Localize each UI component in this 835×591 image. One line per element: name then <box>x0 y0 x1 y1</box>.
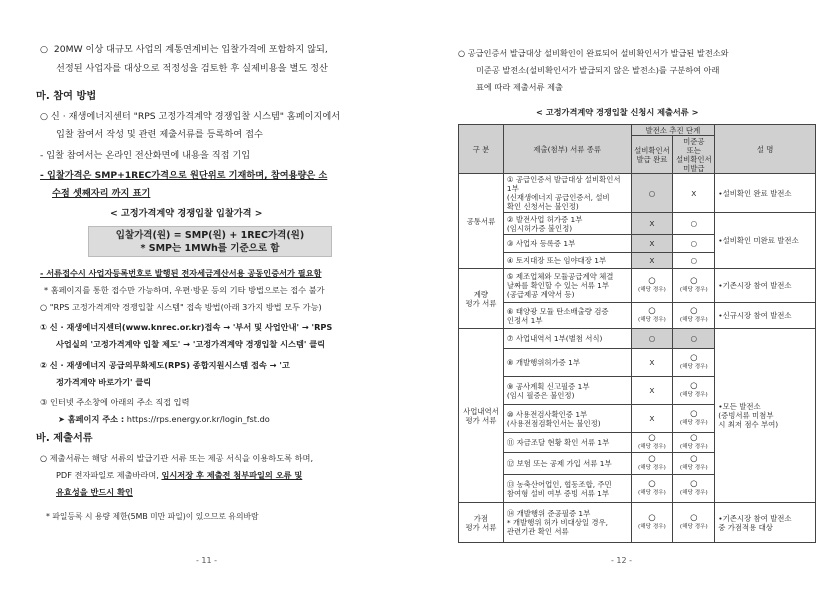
note-bonus: •기존시장 참여 발전소 중 가점적용 대상 <box>715 503 816 543</box>
documents-p1-line3: 유효성을 반드시 확인 <box>56 487 133 497</box>
table-row <box>459 303 816 329</box>
mark-1-done: ○ <box>631 174 673 213</box>
mark-2-done: X <box>631 213 673 235</box>
header-stage-not-done: 미준공 또는 설비확인서 미발급 <box>673 136 715 174</box>
formula-line-2: * SMP는 1MWh를 기준으로 함 <box>140 243 280 254</box>
section-heading-documents: 바. 제출서류 <box>36 433 93 444</box>
intro-line-1: ○ 20MW 이상 대규모 사업의 계통연계비는 입찰가격에 포함하지 않되, <box>40 44 328 55</box>
homepage-address-label: ➤ 홈페이지 주소 : <box>58 414 125 424</box>
bid-price-formula-box <box>88 226 332 257</box>
mark-9-done: X <box>631 377 673 405</box>
doc-10: ⑩ 사용전검사확인증 1부 (사용전점검확인서는 불인정) <box>503 405 631 433</box>
access-method-3: ③ 인터넷 주소창에 아래의 주소 직접 입력 <box>40 397 190 407</box>
participation-p3-line2: 수점 셋째자리 까지 표기 <box>52 188 151 199</box>
participation-p6: ○ "RPS 고정가격계약 경쟁입찰 시스템" 접속 방법(아래 3가지 방법 모두 가능) <box>40 302 322 312</box>
mark-9-not: ○ (해당 경우) <box>673 377 715 405</box>
note-incomplete: •설비확인 미완료 발전소 <box>715 213 816 269</box>
group-quantitative: 계량 평가 서류 <box>459 269 504 329</box>
mark-6-done: ○ (해당 경우) <box>631 303 673 329</box>
mark-10-not: ○ (해당 경우) <box>673 405 715 433</box>
mark-6-not: ○ (해당 경우) <box>673 303 715 329</box>
doc-14: ⑭ 개발행위 준공필증 1부 * 개발행위 허가 비대상일 경우, 관련기관 확인 서류 <box>503 503 631 543</box>
doc-4: ④ 토지대장 또는 임야대장 1부 <box>503 253 631 269</box>
mark-11-done: ○ (해당 경우) <box>631 433 673 453</box>
mark-1-not: X <box>673 174 715 213</box>
doc-5: ⑤ 제조업체와 모듈공급계약 체결 날짜를 확인할 수 있는 서류 1부 (공급제공 계약서 등) <box>503 269 631 303</box>
doc-3: ③ 사업자 등록증 1부 <box>503 235 631 253</box>
note-new-market: •신규시장 참여 발전소 <box>715 303 816 329</box>
doc-2: ② 발전사업 허가증 1부 (임시허가증 불인정) <box>503 213 631 235</box>
participation-p3-line1: - 입찰가격은 SMP+1REC가격으로 원단위로 기재하며, 참여용량은 소 <box>40 170 328 181</box>
header-stage: 발전소 추진 단계 <box>631 125 715 136</box>
submission-documents-table <box>458 124 816 543</box>
note-existing-market: •기존시장 참여 발전소 <box>715 269 816 303</box>
right-intro-line2: 미준공 발전소(설비확인서가 발급되지 않은 발전소)를 구분하여 아래 <box>476 65 720 75</box>
mark-3-done: X <box>631 235 673 253</box>
documents-p1-line2: PDF 전자파일로 제출바라며, 임시저장 후 제출전 첨부파일의 오류 및 <box>56 470 303 480</box>
note-all-plants: •모든 발전소 (증빙서류 미첨부 시 최저 점수 부여) <box>715 329 816 503</box>
mark-2-not: ○ <box>673 213 715 235</box>
mark-4-done: X <box>631 253 673 269</box>
note-complete: •설비확인 완료 발전소 <box>715 174 816 213</box>
header-stage-done: 설비확인서 발급 완료 <box>631 136 673 174</box>
access-method-2-line1: ② 신 · 재생에너지 공급의무화제도(RPS) 종합지원시스템 접속 → '고 <box>40 360 290 370</box>
doc-8: ⑧ 개발행위허가증 1부 <box>503 349 631 377</box>
group-common: 공통서류 <box>459 174 504 269</box>
homepage-url-link[interactable]: https://rps.energy.or.kr/login_fst.do <box>126 414 270 424</box>
access-method-1-line1: ① 신 · 재생에너지센터(www.knrec.or.kr)접속 → '부서 및 사업안내' → 'RPS <box>40 322 333 332</box>
doc-9: ⑨ 공사계획 신고필증 1부 (임시 필증은 불인정) <box>503 377 631 405</box>
participation-p1-line1: ○ 신 · 재생에너지센터 "RPS 고정가격계약 경쟁입찰 시스템" 홈페이지에서 <box>40 111 341 122</box>
table-row <box>459 503 816 543</box>
page-number-right: - 12 - <box>611 556 633 565</box>
participation-p4: - 서류접수시 사업자등록번호로 발행된 전자세금계산서용 공동인증서가 필요함 <box>40 268 322 278</box>
documents-p1-line1: ○ 제출서류는 해당 서류의 발급기관 서류 또는 제공 서식을 이용하도록 하며, <box>40 453 314 463</box>
doc-1: ① 공급인증서 발급대상 설비확인서 1부 (신재생에너지 공급인증서, 설비 확인 신청서는 불인정) <box>503 174 631 213</box>
intro-line-2: 선정된 사업자를 대상으로 적정성을 검토한 후 실제비용을 별도 정산 <box>56 63 328 74</box>
doc-11: ⑪ 자금조달 현황 확인 서류 1부 <box>503 433 631 453</box>
mark-10-done: X <box>631 405 673 433</box>
doc-13: ⑬ 농축산어업인, 협동조합, 주민 참여형 설비 여부 증빙 서류 1부 <box>503 475 631 503</box>
page-number-left: - 11 - <box>196 556 218 565</box>
right-intro-line3: 표에 따라 제출서류 제출 <box>476 82 563 92</box>
homepage-address <box>58 413 270 426</box>
group-business-plan: 사업내역서 평가 서류 <box>459 329 504 503</box>
mark-8-not: ○ (해당 경우) <box>673 349 715 377</box>
section-heading-participation: 마. 참여 방법 <box>36 91 97 102</box>
right-page <box>418 0 835 591</box>
mark-13-done: ○ (해당 경우) <box>631 475 673 503</box>
group-bonus: 가점 평가 서류 <box>459 503 504 543</box>
mark-4-not: ○ <box>673 253 715 269</box>
doc-7: ⑦ 사업내역서 1부(별첨 서식) <box>503 329 631 349</box>
table-caption: < 고정가격계약 경쟁입찰 신청시 제출서류 > <box>536 107 699 117</box>
table-row <box>459 269 816 303</box>
header-documents: 제출(첨부) 서류 종류 <box>503 125 631 174</box>
doc-6: ⑥ 태양광 모듈 탄소배출량 검증 인정서 1부 <box>503 303 631 329</box>
access-method-1-line2: 사업실의 '고정가격계약 입찰 제도' → '고정가격계약 경쟁입찰 시스템' 클릭 <box>56 339 326 349</box>
mark-11-not: ○ (해당 경우) <box>673 433 715 453</box>
access-method-2-line2: 정가격계약 바로가기' 클릭 <box>56 377 152 387</box>
mark-3-not: ○ <box>673 235 715 253</box>
documents-p2: * 파일등록 시 용량 제한(5MB 미만 파일)이 있으므로 유의바람 <box>46 512 259 521</box>
formula-line-1: 입찰가격(원) = SMP(원) + 1REC가격(원) <box>115 230 305 241</box>
formula-caption: < 고정가격계약 경쟁입찰 입찰가격 > <box>110 208 263 219</box>
mark-8-done: X <box>631 349 673 377</box>
mark-7-done: ○ <box>631 329 673 349</box>
table-row <box>459 174 816 213</box>
table-row <box>459 329 816 349</box>
mark-5-not: ○ (해당 경우) <box>673 269 715 303</box>
doc-12: ⑫ 보험 또는 공제 가입 서류 1부 <box>503 453 631 475</box>
mark-5-done: ○ (해당 경우) <box>631 269 673 303</box>
participation-p1-line2: 입찰 참여서 작성 및 관련 제출서류를 등록하여 접수 <box>56 129 263 140</box>
participation-p2: - 입찰 참여서는 온라인 전산화면에 내용을 직접 기입 <box>40 150 251 161</box>
mark-7-not: ○ <box>673 329 715 349</box>
mark-12-done: ○ (해당 경우) <box>631 453 673 475</box>
participation-p5: * 홈페이지를 통한 접수만 가능하며, 우편·방문 등의 기타 방법으로는 접수 불가 <box>44 285 325 295</box>
header-category: 구 분 <box>459 125 504 174</box>
right-intro-line1: ○ 공급인증서 발급대상 설비확인이 완료되어 설비확인서가 발급된 발전소와 <box>458 48 729 58</box>
header-note: 설 명 <box>715 125 816 174</box>
mark-14-done: ○ (해당 경우) <box>631 503 673 543</box>
mark-13-not: ○ (해당 경우) <box>673 475 715 503</box>
table-row <box>459 213 816 235</box>
mark-12-not: ○ (해당 경우) <box>673 453 715 475</box>
mark-14-not: ○ (해당 경우) <box>673 503 715 543</box>
